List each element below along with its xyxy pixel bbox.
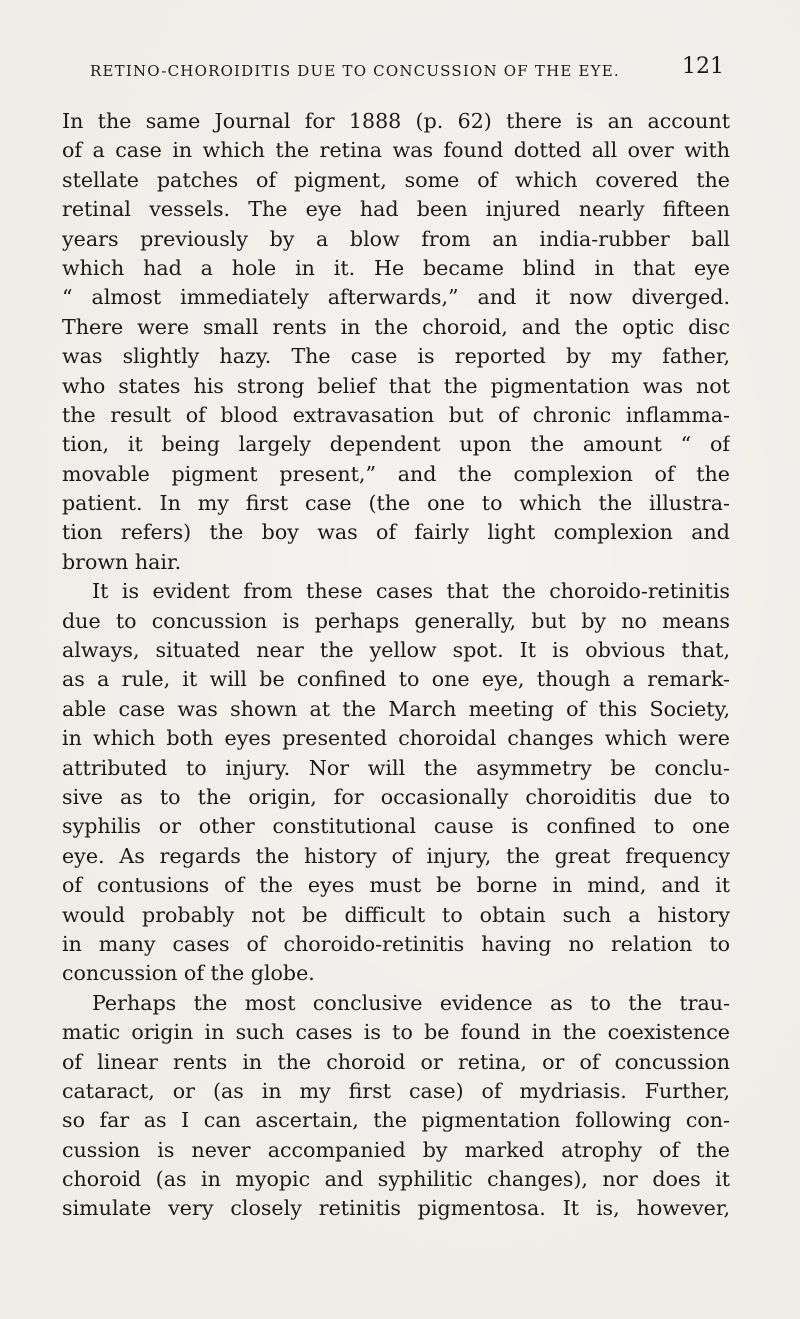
text-line: Perhaps the most conclusive evidence as to the trau- bbox=[92, 990, 730, 1015]
text-line: cataract, or (as in my first case) of mydriasis. Further, bbox=[62, 1078, 730, 1103]
text-line: syphilis or other constitutional cause is confined to one bbox=[62, 814, 730, 839]
text-line: cussion is never accompanied by marked atrophy of the bbox=[62, 1137, 730, 1162]
text-line: concussion of the globe. bbox=[62, 961, 315, 986]
text-line: who states his strong belief that the pigmentation was not bbox=[62, 373, 730, 398]
page-header bbox=[62, 56, 730, 86]
text-line: There were small rents in the choroid, and the optic disc bbox=[62, 314, 730, 339]
text-line: eye. As regards the history of injury, the great frequency bbox=[62, 843, 730, 868]
text-line: stellate patches of pigment, some of which covered the bbox=[62, 167, 730, 192]
text-line: would probably not be difficult to obtain such a history bbox=[62, 902, 730, 927]
text-line: retinal vessels. The eye had been injured nearly fifteen bbox=[62, 197, 730, 222]
text-line: tion refers) the boy was of fairly light complexion and bbox=[62, 520, 730, 545]
text-line: of a case in which the retina was found dotted all over with bbox=[62, 138, 730, 163]
text-line: of linear rents in the choroid or retina, or of concussion bbox=[62, 1049, 730, 1074]
text-line: “ almost immediately afterwards,” and it now diverged. bbox=[62, 285, 730, 310]
text-line: brown hair. bbox=[62, 549, 182, 574]
text-line: always, situated near the yellow spot. It is obvious that, bbox=[62, 638, 730, 663]
text-line: choroid (as in myopic and syphilitic changes), nor does it bbox=[62, 1167, 730, 1192]
body-text bbox=[62, 107, 730, 1224]
text-line: sive as to the origin, for occasionally choroiditis due to bbox=[62, 784, 730, 809]
text-line: simulate very closely retinitis pigmentosa. It is, however, bbox=[62, 1196, 730, 1221]
text-line: patient. In my first case (the one to which the illustra- bbox=[62, 491, 730, 516]
page-number: 121 bbox=[682, 54, 724, 79]
text-line: of contusions of the eyes must be borne in mind, and it bbox=[62, 873, 730, 898]
text-line: as a rule, it will be confined to one eye, though a remark- bbox=[62, 667, 730, 692]
text-line: was slightly hazy. The case is reported by my father, bbox=[62, 344, 730, 369]
text-line: movable pigment present,” and the complexion of the bbox=[62, 461, 730, 486]
text-line: years previously by a blow from an india-rubber ball bbox=[62, 226, 730, 251]
running-head: RETINO-CHOROIDITIS DUE TO CONCUSSION OF THE EYE. bbox=[90, 62, 620, 80]
text-line: attributed to injury. Nor will the asymmetry be conclu- bbox=[62, 755, 730, 780]
text-line: the result of blood extravasation but of chronic inflamma- bbox=[62, 402, 730, 427]
text-line: In the same Journal for 1888 (p. 62) there is an account bbox=[62, 109, 730, 133]
text-line: in which both eyes presented choroidal changes which were bbox=[62, 726, 730, 751]
text-line: in many cases of choroido-retinitis having no relation to bbox=[62, 931, 730, 956]
text-line: able case was shown at the March meeting of this Society, bbox=[62, 696, 730, 721]
text-line: matic origin in such cases is to be found in the coexistence bbox=[62, 1020, 730, 1045]
text-line: tion, it being largely dependent upon the amount “ of bbox=[62, 432, 730, 457]
text-line: which had a hole in it. He became blind in that eye bbox=[62, 255, 730, 280]
text-line: due to concussion is perhaps generally, but by no means bbox=[62, 608, 730, 633]
text-line: so far as I can ascertain, the pigmentation following con- bbox=[62, 1108, 730, 1133]
text-line: It is evident from these cases that the choroido-retinitis bbox=[92, 579, 730, 604]
